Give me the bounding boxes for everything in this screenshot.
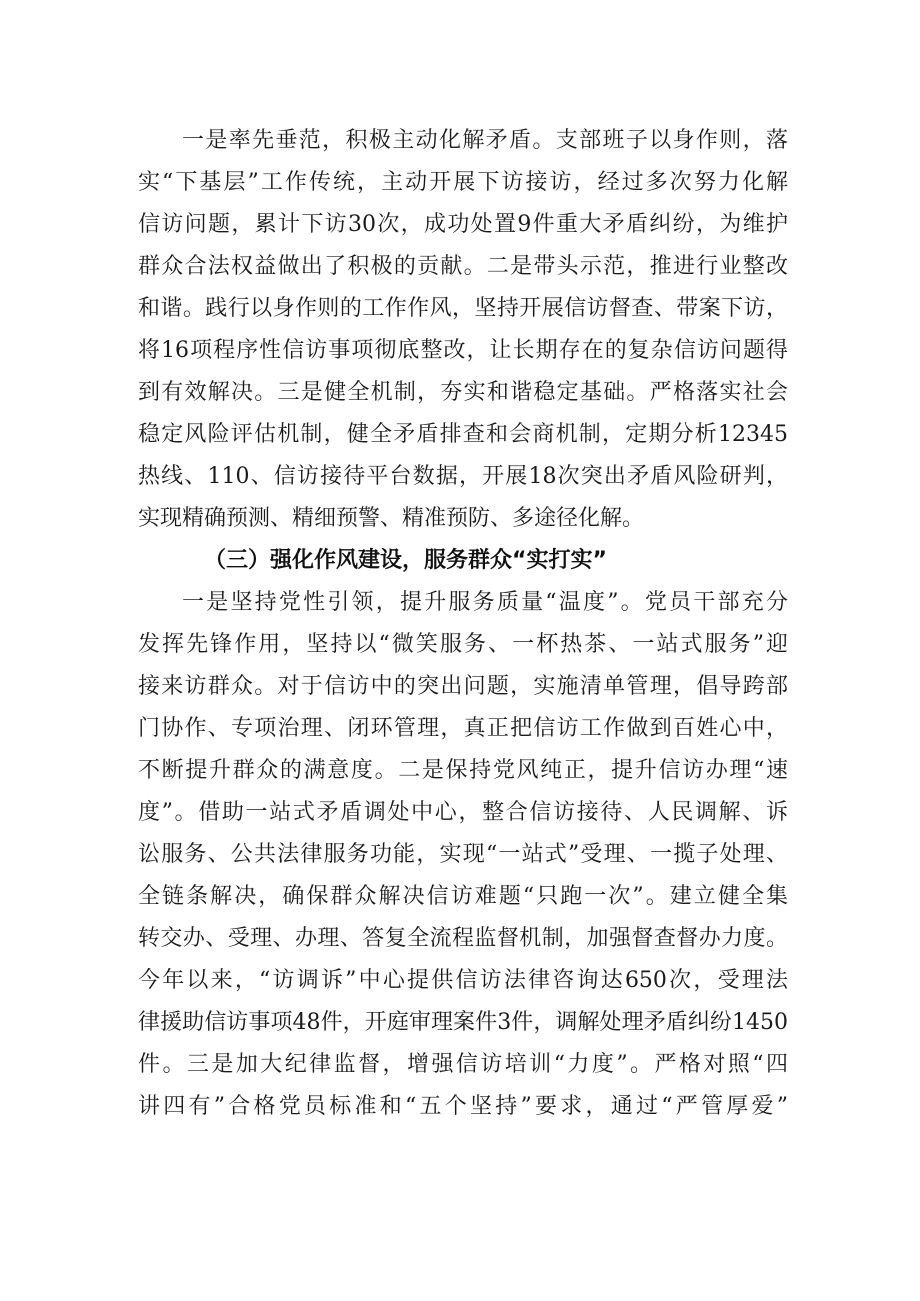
paragraph-line: 稳定风险评估机制，健全矛盾排查和会商机制，定期分析12345 <box>138 422 788 447</box>
paragraph-line: 讼服务、公共法律服务功能，实现“一站式”受理、一揽子处理、 <box>138 842 788 867</box>
paragraph-line: 接来访群众。对于信访中的突出问题，实施清单管理，倡导跨部 <box>138 674 788 699</box>
paragraph-line: 热线、110、信访接待平台数据，开展18次突出矛盾风险研判， <box>138 464 788 489</box>
paragraph-line: 一是率先垂范，积极主动化解矛盾。支部班子以身作则，落 <box>182 128 788 153</box>
paragraph-line: 度”。借助一站式矛盾调处中心，整合信访接待、人民调解、诉 <box>138 800 788 825</box>
paragraph-line: 门协作、专项治理、闭环管理，真正把信访工作做到百姓心中， <box>138 716 788 741</box>
paragraph-line: 将16项程序性信访事项彻底整改，让长期存在的复杂信访问题得 <box>138 338 788 363</box>
paragraph-line: 今年以来，“访调诉”中心提供信访法律咨询达650次，受理法 <box>138 968 788 993</box>
paragraph-line: 和谐。践行以身作则的工作作风，坚持开展信访督查、带案下访， <box>138 296 788 321</box>
paragraph-line: 实“下基层”工作传统，主动开展下访接访，经过多次努力化解 <box>138 170 788 195</box>
section-heading: （三）强化作风建设，服务群众“实打实” <box>204 548 607 573</box>
paragraph-line: 转交办、受理、办理、答复全流程监督机制，加强督查督办力度。 <box>138 926 788 951</box>
document-body <box>138 120 788 1128</box>
paragraph-line: 信访问题，累计下访30次，成功处置9件重大矛盾纠纷，为维护 <box>138 212 788 237</box>
paragraph-line: 讲四有”合格党员标准和“五个坚持”要求，通过“严管厚爱” <box>138 1094 788 1119</box>
paragraph-line: 群众合法权益做出了积极的贡献。二是带头示范，推进行业整改 <box>138 254 788 279</box>
paragraph-line: 发挥先锋作用，坚持以“微笑服务、一杯热茶、一站式服务”迎 <box>138 632 788 657</box>
paragraph-line: 到有效解决。三是健全机制，夯实和谐稳定基础。严格落实社会 <box>138 380 788 405</box>
paragraph-line: 实现精确预测、精细预警、精准预防、多途径化解。 <box>138 506 645 531</box>
paragraph-line: 不断提升群众的满意度。二是保持党风纯正，提升信访办理“速 <box>138 758 788 783</box>
paragraph-work-style <box>138 582 788 1128</box>
paragraph-line: 一是坚持党性引领，提升服务质量“温度”。党员干部充分 <box>182 590 788 615</box>
paragraph-line: 律援助信访事项48件，开庭审理案件3件，调解处理矛盾纠纷1450 <box>138 1010 788 1035</box>
paragraph-line: 件。三是加大纪律监督，增强信访培训“力度”。严格对照“四 <box>138 1052 788 1077</box>
paragraph-leadership <box>138 120 788 540</box>
paragraph-line: 全链条解决，确保群众解决信访难题“只跑一次”。建立健全集 <box>138 884 788 909</box>
